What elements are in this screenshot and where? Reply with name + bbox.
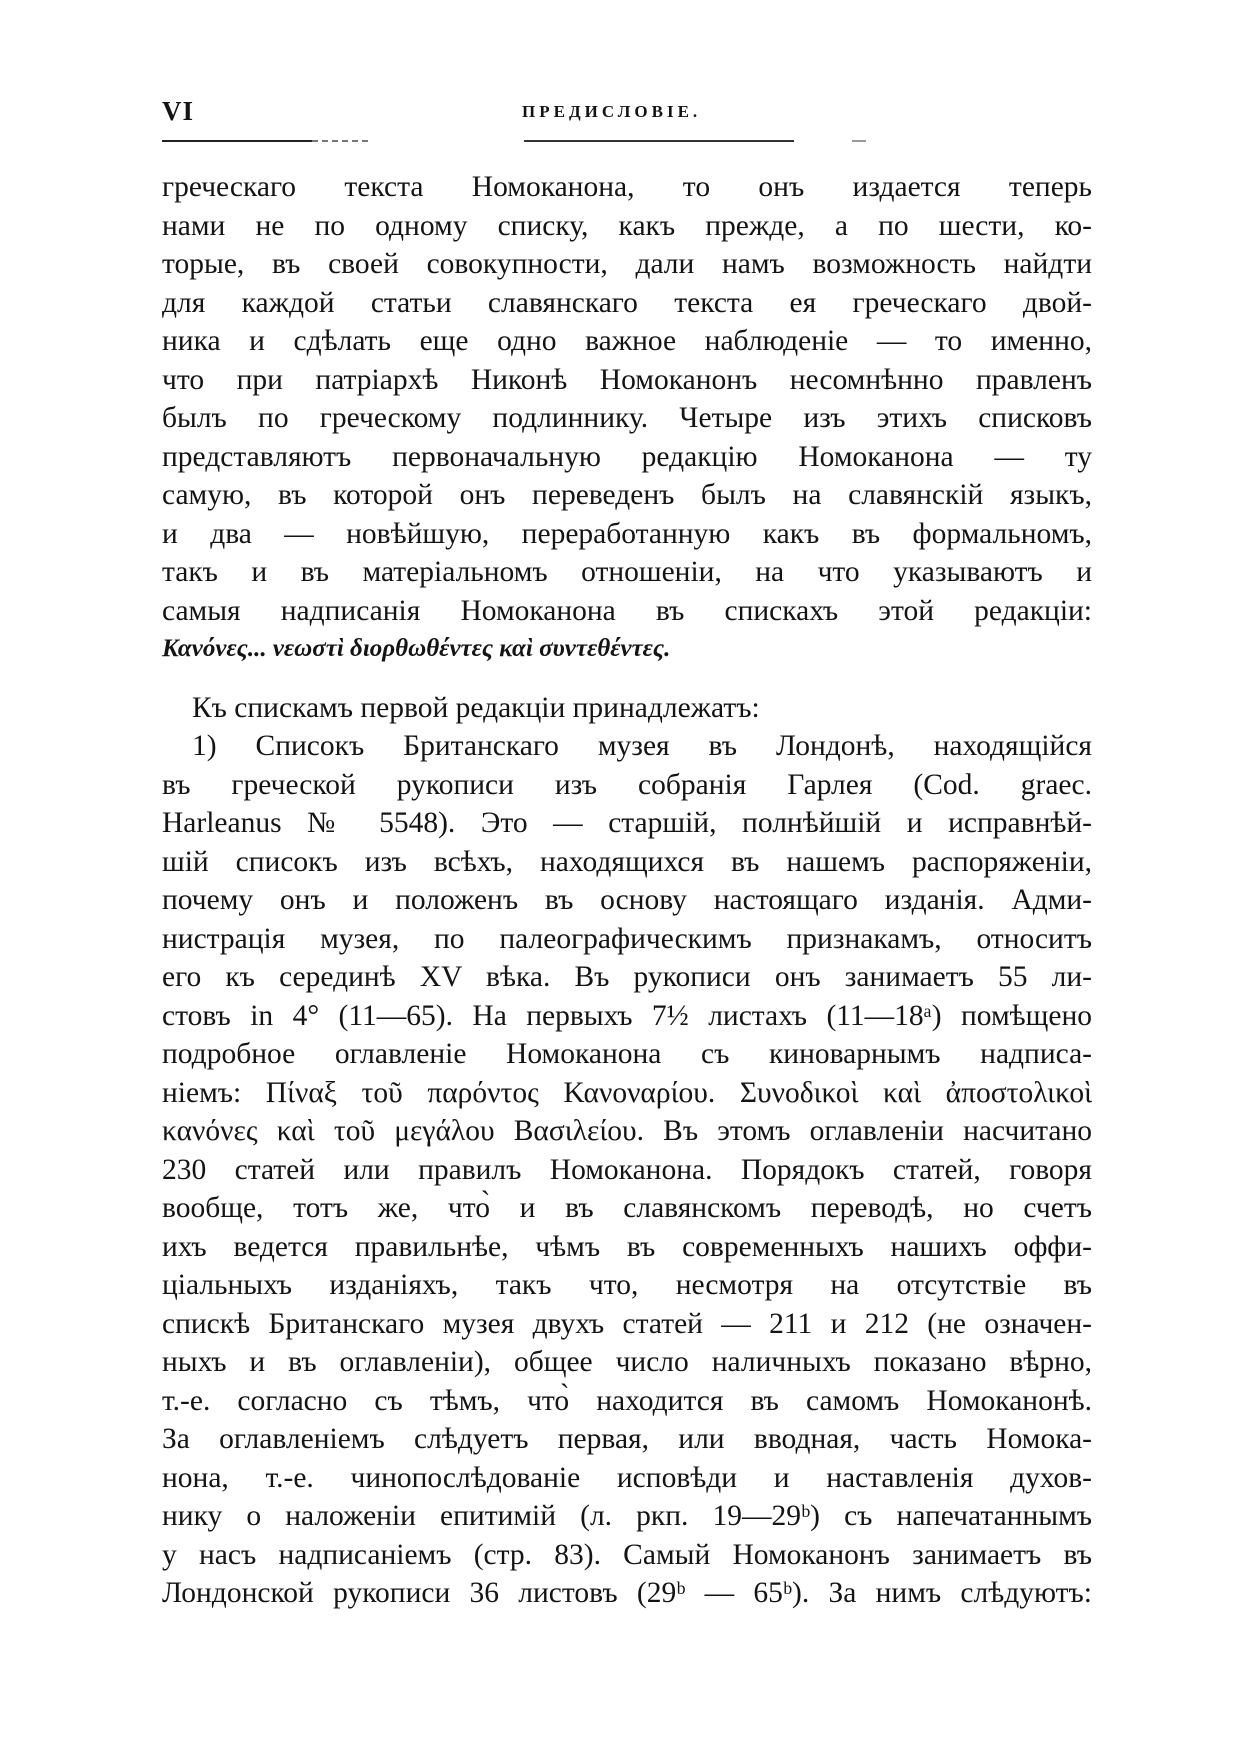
header-rule: [312, 140, 368, 142]
text-line: κανόνες καὶ τοῦ μεγάλου Βασιλείου. Въ этомъ оглавленіи насчитано: [162, 1115, 1092, 1147]
text-line: греческаго текста Номоканона, то онъ издается теперь: [162, 171, 1092, 203]
page-number: VI: [162, 96, 195, 126]
text-line: ихъ ведется правильнѣе, чѣмъ въ современныхъ нашихъ оффи-: [162, 1230, 1092, 1263]
text-line: нона, т.-е. чинопослѣдованіе исповѣди и наставленія духов-: [162, 1461, 1092, 1494]
text-line: представляютъ первоначальную редакцію Номоканона — ту: [162, 440, 1092, 473]
header-rule: [524, 140, 794, 142]
text-line: былъ по греческому подлиннику. Четыре изъ этихъ списковъ: [162, 402, 1092, 434]
running-title: ПРЕДИСЛОВІЕ.: [522, 102, 702, 121]
text-line: шій списокъ изъ всѣхъ, находящихся въ нашемъ распоряженіи,: [162, 845, 1092, 878]
text-line: нистрація музея, по палеографическимъ признакамъ, относитъ: [162, 922, 1092, 955]
text-line: самыя надписанія Номоканона въ спискахъ этой редакціи:: [162, 594, 1092, 627]
page-header: [162, 96, 1092, 146]
text-line: нами не по одному списку, какъ прежде, а по шести, ко-: [162, 209, 1092, 242]
text-line: ника и сдѣлать еще одно важное наблюденіе — то именно,: [162, 325, 1092, 357]
greek-title-line: Κανόνες... νεωστὶ διορθωθέντες καὶ συντεθέντες.: [162, 635, 671, 662]
text-line: т.-е. согласно съ тѣмъ, что̀ находится въ самомъ Номоканонѣ.: [162, 1384, 1092, 1417]
text-line: что при патріархѣ Никонѣ Номоканонъ несомнѣнно правленъ: [162, 363, 1092, 396]
text-line: ныхъ и въ оглавленіи), общее число наличныхъ показано вѣрно,: [162, 1346, 1092, 1378]
text-line: для каждой статьи славянскаго текста ея греческаго двой-: [162, 286, 1092, 319]
text-line: такъ и въ матеріальномъ отношеніи, на что указываютъ и: [162, 556, 1092, 588]
text-line: стовъ in 4° (11—65). На первыхъ 7½ листахъ (11—18ᵃ) помѣщено: [162, 999, 1092, 1032]
text-line: торые, въ своей совокупности, дали намъ возможность найдти: [162, 248, 1092, 280]
body-text: [162, 168, 1092, 1613]
text-line: Лондонской рукописи 36 листовъ (29ᵇ — 65ᵇ). За нимъ слѣдуютъ:: [162, 1577, 1092, 1609]
text-line: почему онъ и положенъ въ основу настоящаго изданія. Адми-: [162, 884, 1092, 916]
text-line: и два — новѣйшую, переработанную какъ въ формальномъ,: [162, 517, 1092, 550]
header-rule: [162, 140, 312, 142]
text-line: его къ серединѣ XV вѣка. Въ рукописи онъ занимаетъ 55 ли-: [162, 961, 1092, 993]
text-line: у насъ надписаніемъ (стр. 83). Самый Номоканонъ занимаетъ въ: [162, 1538, 1092, 1571]
text-line: ніемъ: Πίναξ τοῦ παρόντος Κανοναρίου. Συνοδικοὶ καὶ ἀποστολικοὶ: [162, 1076, 1092, 1109]
text-line: подробное оглавленіе Номоканона съ киноварнымъ надписа-: [162, 1038, 1092, 1070]
text-line: Harleanus № 5548). Это — старшій, полнѣйшій и исправнѣй-: [162, 807, 1092, 839]
text-line: нику о наложеніи епитимій (л. ркп. 19—29ᵇ) съ напечатаннымъ: [162, 1500, 1092, 1532]
text-line: спискѣ Британскаго музея двухъ статей — 211 и 212 (не означен-: [162, 1307, 1092, 1340]
text-line: въ греческой рукописи изъ собранія Гарлея (Cod. graec.: [162, 768, 1092, 801]
text-line: 230 статей или правилъ Номоканона. Порядокъ статей, говоря: [162, 1153, 1092, 1186]
paragraph-gap: [162, 669, 1092, 689]
text-line: ціальныхъ изданіяхъ, такъ что, несмотря на отсутствіе въ: [162, 1269, 1092, 1301]
text-line: 1) Списокъ Британскаго музея въ Лондонѣ, находящійся: [192, 730, 1092, 762]
text-line: За оглавленіемъ слѣдуетъ первая, или вводная, часть Номока-: [162, 1423, 1092, 1455]
section-intro-line: Къ спискамъ первой редакціи принадлежатъ:: [192, 691, 760, 724]
header-rule: [852, 140, 866, 142]
text-line: вообще, тотъ же, что̀ и въ славянскомъ переводѣ, но счетъ: [162, 1192, 1092, 1224]
text-line: самую, въ которой онъ переведенъ былъ на славянскій языкъ,: [162, 479, 1092, 511]
